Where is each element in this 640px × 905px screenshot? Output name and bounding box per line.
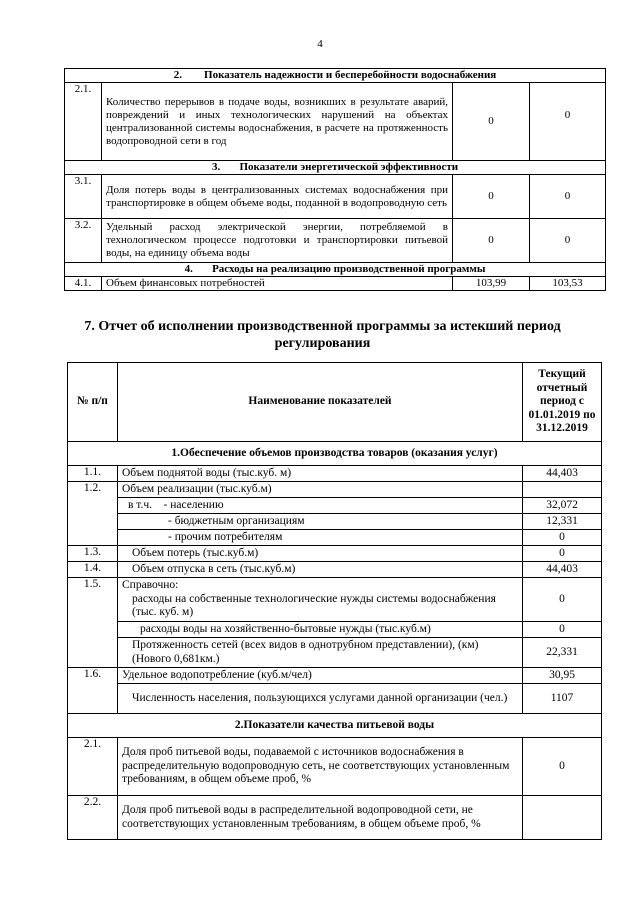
row-name: Количество перерывов в подаче воды, возникших в результате аварий, повреждений и иных технологических нарушений на объектах централизованной системы водоснабжения, в расчете на протяженность водопроводной сети в год: [102, 83, 453, 161]
column-header-number: № п/п: [68, 363, 118, 442]
row-number: 3.1.: [65, 175, 102, 219]
row-name: Численность населения, пользующихся услугами данной организации (чел.): [118, 684, 523, 714]
row-value: 22,331: [523, 638, 602, 668]
row-value: 1107: [523, 684, 602, 714]
row-number: 1.1.: [68, 466, 118, 482]
row-name: - бюджетным организациям: [118, 514, 523, 530]
row-name: Объем потерь (тыс.куб.м): [118, 546, 523, 562]
row-number: 2.2.: [68, 796, 118, 840]
row-name: Удельное водопотребление (куб.м/чел): [118, 668, 523, 684]
row-value: 0: [523, 530, 602, 546]
row-value: 0: [523, 546, 602, 562]
row-number: 1.5.: [68, 578, 118, 668]
row-value: 30,95: [523, 668, 602, 684]
row-value: 0: [453, 219, 530, 263]
row-name: Объем отпуска в сеть (тыс.куб.м): [118, 562, 523, 578]
row-value: 0: [523, 622, 602, 638]
row-value: 0: [453, 83, 530, 161]
row-value: [523, 482, 602, 498]
row-number: 1.2.: [68, 482, 118, 546]
row-name: расходы воды на хозяйственно-бытовые нужды (тыс.куб.м): [118, 622, 523, 638]
row-name-line: расходы на собственные технологические нужды системы водоснабжения (тыс. куб. м): [132, 592, 496, 619]
row-name: Доля проб питьевой воды, подаваемой с источников водоснабжения в распределительную водопроводную сеть, не соответствующих установленным требованиям, в общем объеме проб, %: [118, 738, 523, 796]
column-header-name: Наименование показателей: [118, 363, 523, 442]
row-value: 0: [530, 219, 606, 263]
row-number: 1.3.: [68, 546, 118, 562]
row-value: 0: [523, 738, 602, 796]
row-number: 2.1.: [65, 83, 102, 161]
row-value: 103,99: [453, 277, 530, 291]
row-name: - прочим потребителям: [118, 530, 523, 546]
row-name: [118, 578, 523, 622]
section-title: 2. Показатель надежности и бесперебойности водоснабжения: [65, 69, 606, 83]
row-value: 12,331: [523, 514, 602, 530]
page-number: 4: [317, 38, 323, 50]
row-value: 0: [453, 175, 530, 219]
row-number: 1.6.: [68, 668, 118, 714]
row-value: 44,403: [523, 466, 602, 482]
row-name: Объем поднятой воды (тыс.куб. м): [118, 466, 523, 482]
row-number: 2.1.: [68, 738, 118, 796]
row-name: Объем финансовых потребностей: [102, 277, 453, 291]
row-name: в т.ч. - населению: [118, 498, 523, 514]
column-header-period: Текущий отчетный период с 01.01.2019 по 31.12.2019: [523, 363, 602, 442]
row-value: 44,403: [523, 562, 602, 578]
row-name: Удельный расход электрической энергии, потребляемой в технологическом процессе подготовки и транспортировки питьевой воды, на единицу объема воды: [102, 219, 453, 263]
row-value: 0: [530, 83, 606, 161]
row-value: 0: [523, 578, 602, 622]
section-title: 2.Показатели качества питьевой воды: [68, 714, 602, 738]
row-number: 4.1.: [65, 277, 102, 291]
row-value: 103,53: [530, 277, 606, 291]
section-title: 4. Расходы на реализацию производственной программы: [65, 263, 606, 277]
section-title: 1.Обеспечение объемов производства товаров (оказания услуг): [68, 442, 602, 466]
row-name: Протяженность сетей (всех видов в однотрубном представлении), (км) (Нового 0,681км.): [118, 638, 523, 668]
section-heading: 7. Отчет об исполнении производственной программы за истекший период регулирования: [84, 319, 561, 351]
row-number: 3.2.: [65, 219, 102, 263]
row-name: Доля потерь воды в централизованных системах водоснабжения при транспортировке в общем объеме воды, поданной в водопроводную сеть: [102, 175, 453, 219]
row-name: Объем реализации (тыс.куб.м): [118, 482, 523, 498]
row-number: 1.4.: [68, 562, 118, 578]
table-program-report: [67, 362, 602, 840]
row-value: 32,072: [523, 498, 602, 514]
row-value: 0: [530, 175, 606, 219]
row-value: [523, 796, 602, 840]
table-indicators-continued: [64, 68, 606, 291]
row-name-line: Справочно:: [122, 579, 179, 592]
row-name: Доля проб питьевой воды в распределительной водопроводной сети, не соответствующих установленным требованиям, в общем объеме проб, %: [118, 796, 523, 840]
section-title: 3. Показатели энергетической эффективности: [65, 161, 606, 175]
